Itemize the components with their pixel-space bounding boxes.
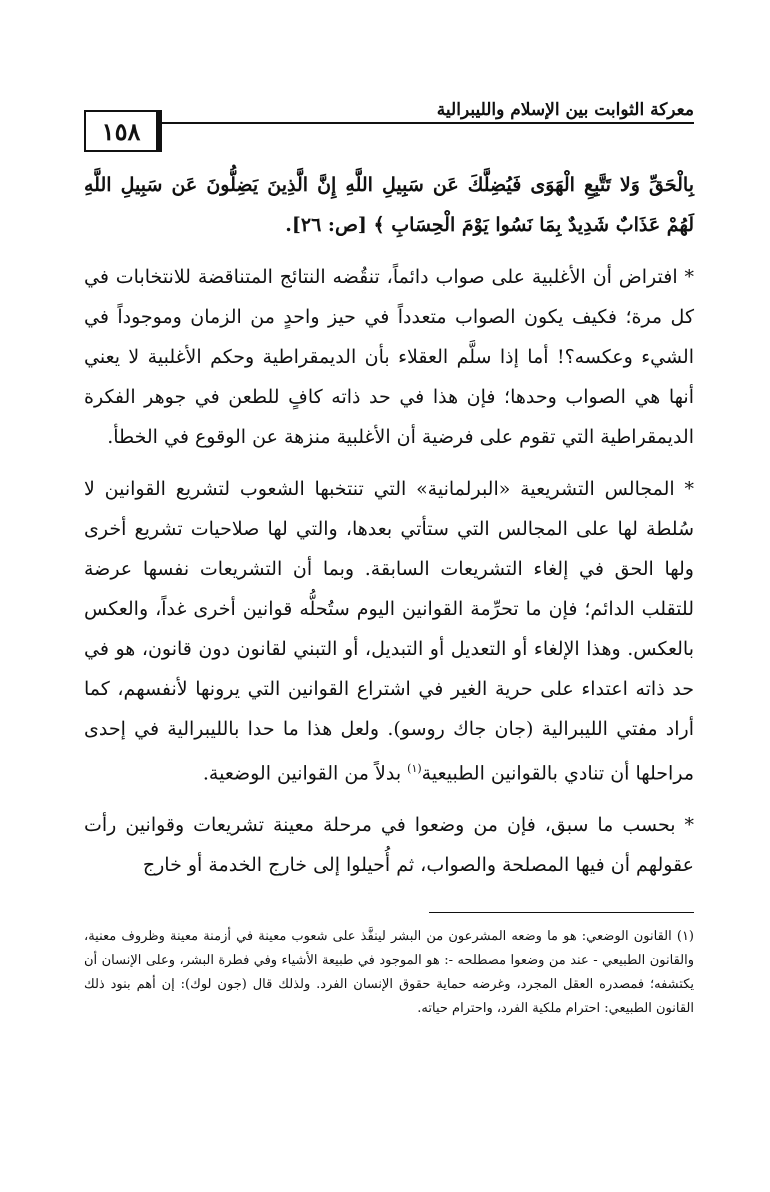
paragraph-text-end: بدلاً من القوانين الوضعية. bbox=[202, 762, 408, 785]
running-title: معركة الثوابت بين الإسلام والليبرالية bbox=[436, 100, 694, 120]
quran-verse: بِالْحَقِّ وَلا تَتَّبِعِ الْهَوَى فَيُضِلَّكَ عَن سَبِيلِ اللَّهِ إِنَّ الَّذِينَ يَضِلُّونَ عَن سَبِيلِ اللَّهِ لَهُمْ عَذَابٌ شَدِيدٌ بِمَا نَسُوا يَوْمَ الْحِسَابِ ﴾ [ص: ٢٦]. bbox=[84, 174, 694, 236]
paragraph-text: * المجالس التشريعية «البرلمانية» التي تنتخبها الشعوب لتشريع القوانين لا سُلطة لها على المجالس التي ستأتي بعدها، والتي لها صلاحيات تشريع أخرى ولها الحق في إلغاء التشريعات السابقة. وبما أن التشريعات نفسها عرضة للتقلب الدائم؛ فإن ما تحرِّمة القوانين اليوم ستُحلُّه قوانين أخرى غداً، والعكس بالعكس. وهذا الإلغاء أو التعديل أو التبديل، أو التبني لقانون دون قانون، هو في حد ذاته اعتداء على حرية الغير في اشتراع القوانين التي يرونها لأنفسهم، كما أراد مفتي الليبرالية (جان جاك روسو). ولعل هذا ما حدا بالليبرالية في إحدى مراحلها أن تنادي بالقوانين الطبيعية bbox=[84, 478, 694, 785]
paragraph-majority: * افتراض أن الأغلبية على صواب دائماً، تنقُضه النتائج المتناقضة للانتخابات في كل مرة؛ فكيف يكون الصواب متعدداً في حيز واحدٍ من الزمان وموجوداً في الشيء وعكسه؟! أما إذا سلَّم العقلاء بأن الديمقراطية وحكم الأغلبية لا يعني أنها هي الصواب وحدها؛ فإن هذا في حد ذاته كافٍ للطعن في جوهر الفكرة الديمقراطية التي تقوم على فرضية أن الأغلبية منزهة عن الوقوع في الخطأ. bbox=[84, 266, 694, 448]
page-header bbox=[84, 90, 694, 150]
body-text bbox=[84, 165, 694, 897]
footnote-marker: (١) bbox=[407, 762, 422, 775]
footnote: (١) القانون الوضعي: هو ما وضعه المشرعون من البشر لينفَّذ على شعوب معينة في أزمنة معينة وظروف معنية، والقانون الطبيعي - عند من وضعوا مصطلحه -: هو الموجود في طبيعة الأشياء وفي فطرة البشر، وعلى الإنسان أن يكتشفه؛ فمصدره العقل المجرد، وغرضه حماية حقوق الإنسان الفرد. ولذلك قال (جون لوك): إن أهم بنود ذلك القانون الطبيعي: احترام ملكية الفرد، واحترام حياته. bbox=[84, 929, 694, 1016]
footnote-separator bbox=[429, 912, 694, 913]
page-number: ١٥٨ bbox=[84, 110, 162, 152]
paragraph-accordingly: * بحسب ما سبق، فإن من وضعوا في مرحلة معينة تشريعات وقوانين رأت عقولهم أن فيها المصلحة والصواب، ثم أُحيلوا إلى خارج الخدمة أو خارج bbox=[84, 814, 694, 877]
header-rule bbox=[84, 122, 694, 124]
paragraph-legislative-councils bbox=[84, 469, 694, 793]
